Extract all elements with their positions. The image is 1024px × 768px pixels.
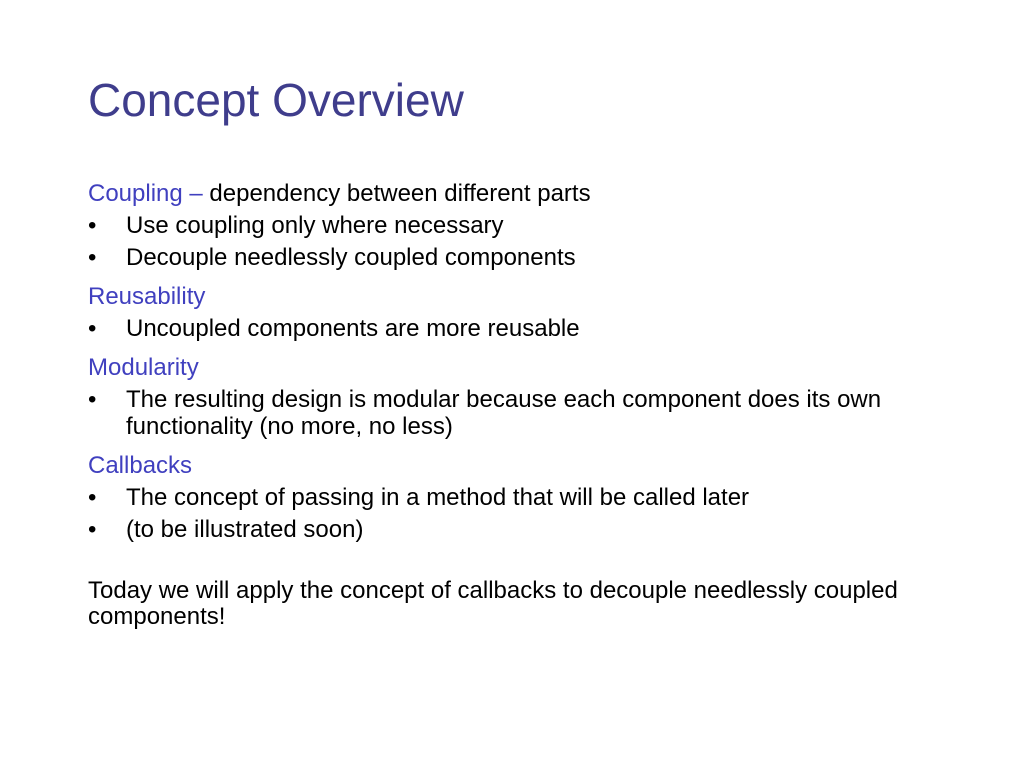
bullet-list <box>88 386 948 440</box>
slide-title: Concept Overview <box>88 74 464 126</box>
bullet-text: The concept of passing in a method that will be called later <box>126 484 750 511</box>
bullet-text: Decouple needlessly coupled components <box>126 244 576 271</box>
section-heading: Modularity <box>88 354 199 381</box>
section-coupling <box>88 180 948 271</box>
bullet-mark: • <box>88 244 97 271</box>
section-heading-line <box>88 283 948 310</box>
section-heading-line <box>88 180 948 207</box>
closing-statement: Today we will apply the concept of callbacks to decouple needlessly coupled components! <box>88 577 898 630</box>
bullet-mark: • <box>88 386 97 413</box>
bullet-mark: • <box>88 484 97 511</box>
section-reusability <box>88 283 948 342</box>
bullet-item <box>88 212 948 239</box>
section-heading: Reusability <box>88 283 206 310</box>
bullet-item <box>88 386 948 440</box>
bullet-list <box>88 484 948 543</box>
section-heading: Coupling – <box>88 180 203 207</box>
section-heading-line <box>88 452 948 479</box>
bullet-text: (to be illustrated soon) <box>126 516 364 543</box>
bullet-text: Uncoupled components are more reusable <box>126 315 580 342</box>
section-heading-line <box>88 354 948 381</box>
bullet-mark: • <box>88 516 97 543</box>
slide-body <box>88 180 948 630</box>
bullet-text: The resulting design is modular because each component does its own functionality (no more, no less) <box>126 386 882 440</box>
bullet-mark: • <box>88 315 97 342</box>
bullet-item <box>88 516 948 543</box>
bullet-item <box>88 244 948 271</box>
bullet-list <box>88 212 948 271</box>
section-modularity <box>88 354 948 440</box>
bullet-mark: • <box>88 212 97 239</box>
section-heading: Callbacks <box>88 452 193 479</box>
bullet-list <box>88 315 948 342</box>
section-callbacks <box>88 452 948 543</box>
bullet-item <box>88 484 948 511</box>
bullet-item <box>88 315 948 342</box>
bullet-text: Use coupling only where necessary <box>126 212 504 239</box>
section-definition: dependency between different parts <box>202 180 591 207</box>
